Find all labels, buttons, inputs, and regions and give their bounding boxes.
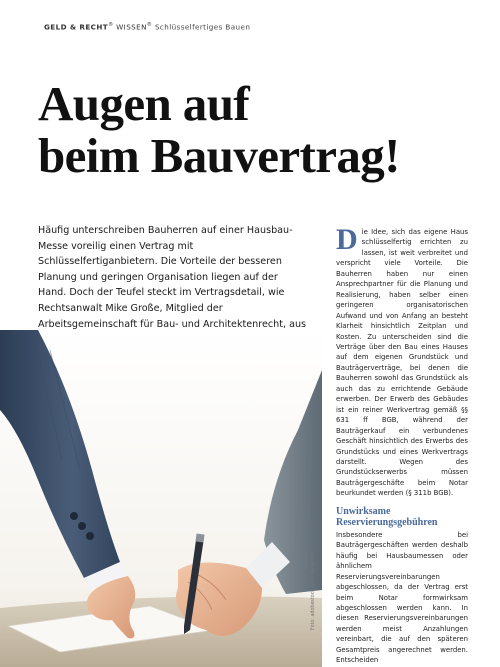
subsection-name: Schlüsselfertiges Bauen xyxy=(154,22,251,32)
wissen-label: WISSEN xyxy=(116,22,147,32)
photo-credit: Foto: adobestock.com, deagreez xyxy=(311,551,316,630)
headline-line-1: Augen auf xyxy=(38,76,250,131)
body-paragraph-2: Insbesondere bei Bauträgergeschäften werden deshalb häufig bei Hausbaumessen oder ähnlichem Reservierungsvereinbarungen abgeschlossen, da der Vertrag erst beim Notar formwirksam abgeschlossen werden kann. In diesen Reservierungsvereinbarungen werden meist Anzahlungen vereinbart, die auf den späteren Gesamtpreis angerechnet werden. Entscheiden xyxy=(336,530,468,665)
article-body-column xyxy=(336,223,468,666)
drop-cap: D xyxy=(336,223,358,256)
section-mark: ® xyxy=(108,22,114,28)
section-header xyxy=(44,22,250,31)
wissen-mark: ® xyxy=(146,22,153,28)
article-headline xyxy=(38,78,498,182)
headline-line-2: beim Bauvertrag! xyxy=(38,128,400,183)
section-name: GELD & RECHT xyxy=(44,22,109,32)
body-subheading: Unwirksame Reservierungsgebühren xyxy=(336,505,438,529)
handshake-contract-photo xyxy=(0,330,322,667)
article-teaser: Häufig unterschreiben Bauherren auf einer Hausbau-Messe voreilig einen Vertrag mit Schlüsselfertiganbietern. Die Vorteile der besseren Planung und geringen Organisation liegen auf der Hand. Doch der Teufel steckt im Vertragsdetail, wie Rechtsanwalt Mike Große, Mitglied der Arbeitsgemeinschaft für Bau- und Architektenrecht, aus xyxy=(38,225,307,330)
body-paragraph-1 xyxy=(336,223,468,499)
body-paragraph-1-text: ie Idee, sich das eigene Haus schlüsselfertig errichten zu lassen, ist weit verbreitet und verspricht viele Vorteile. Die Bauherren haben nur einen Ansprechpartner für die Planung und Realisierung, haben selber einen geringeren organisatorischen Aufwand und von Anfang an besteht Klarheit hinsichtlich Zeitplan und Kosten. Zu unterscheiden sind die Verträge über den Bau eines Hauses auf dem eigenen Grundstück und Bauträgerverträge, bei denen die Bauherren sowohl das Grundstück als auch das zu errichtende Gebäude erwerben. Der Erwerb des Gebäudes ist ein reiner Werkvertrag gemäß §§ 631 ff BGB, während der Bauträgerkauf ein verbundenes Geschäft hinsichtlich des Erwerbs des Grundstücks und eines Werkvertrags darstellt. Wegen des Grundstückserwerbs müssen Bauträgergeschäfte beim Notar beurkundet werden (§ 311b BGB). xyxy=(336,228,468,498)
